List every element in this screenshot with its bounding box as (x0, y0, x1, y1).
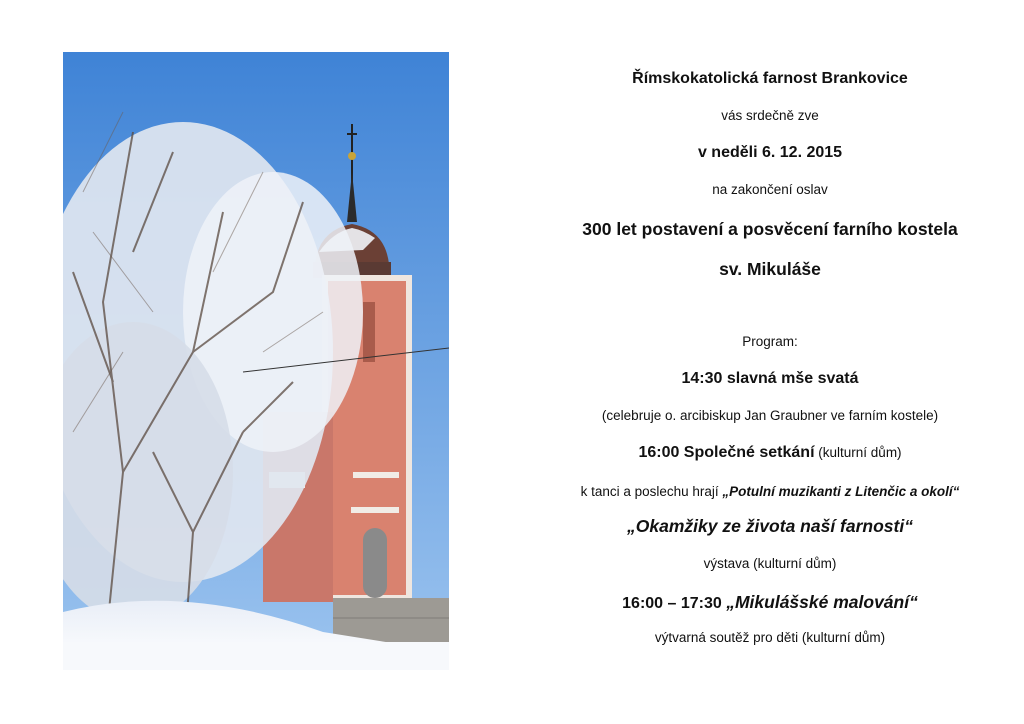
painting-title: „Mikulášské malování“ (726, 592, 918, 612)
meeting-title: 16:00 Společné setkání (638, 444, 815, 461)
meeting-place: (kulturní dům) (814, 445, 902, 460)
event-date: v neděli 6. 12. 2015 (697, 144, 843, 161)
mass-note: (celebruje o. arcibiskup Jan Graubner ve farním kostele) (601, 408, 939, 423)
painting-time: 16:00 – 17:30 (622, 595, 727, 612)
anniversary-line-2: sv. Mikuláše (719, 259, 821, 279)
invites-line: vás srdečně zve (721, 108, 819, 123)
parish-name: Římskokatolická farnost Brankovice (632, 70, 908, 87)
church-photo (63, 52, 449, 670)
mass-title: 14:30 slavná mše svatá (681, 370, 859, 387)
painting-note: výtvarná soutěž pro děti (kulturní dům) (654, 630, 886, 645)
music-band: „Potulní muzikanti z Litenčic a okolí“ (722, 484, 960, 499)
music-line (540, 484, 1000, 499)
exhibition-note: výstava (kulturní dům) (703, 556, 837, 571)
program-label: Program: (742, 334, 798, 349)
music-prefix: k tanci a poslechu hrají (580, 484, 723, 499)
church-photo-icon (63, 52, 449, 670)
painting-line (540, 592, 1000, 613)
occasion-line: na zakončení oslav (712, 182, 828, 197)
exhibition-title: „Okamžiky ze života naší farnosti“ (627, 516, 913, 536)
anniversary-line-1: 300 let postavení a posvěcení farního kostela (582, 219, 958, 239)
meeting-line (540, 444, 1000, 462)
